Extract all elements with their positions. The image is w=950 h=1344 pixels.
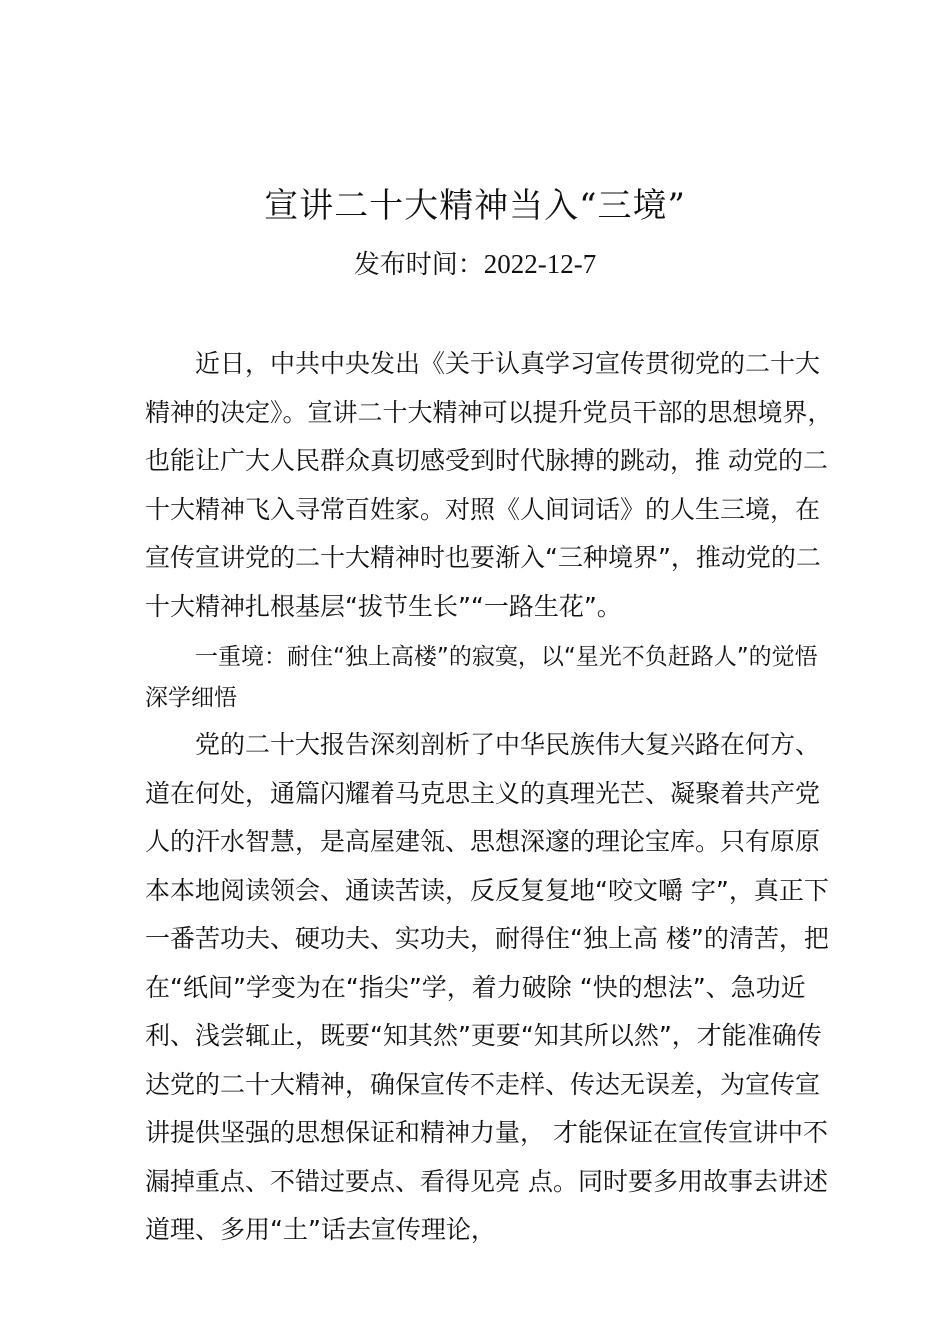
page-title: 宣讲二十大精神当入“三境” [264, 186, 686, 226]
article-body [145, 340, 835, 1255]
publish-date-value: 2022-12-7 [483, 249, 597, 279]
publish-date [0, 244, 950, 281]
paragraph-section-1: 党的二十大报告深刻剖析了中华民族伟大复兴路在何方、道在何处，通篇闪耀着马克思主义的真理光芒、凝聚着共产党人的汗水智慧，是高屋建瓴、思想深邃的理论宝库。只有原原本本地阅读领会、通读苦读，反反复复地“咬文嚼 字”，真正下一番苦功夫、硬功夫、实功夫，耐得住“独上高 楼”的清苦，把在“纸间”学变为在“指尖”学，着力破除 “快的想法”、急功近利、浅尝辄止，既要“知其然”更要“知其所以然”，才能准确传达党的二十大精神，确保宣传不走样、传达无误差，为宣传宣讲提供坚强的思想保证和精神力量， 才能保证在宣传宣讲中不漏掉重点、不错过要点、看得见亮 点。同时要多用故事去讲述道理、多用“土”话去宣传理论， [145, 730, 829, 1244]
publish-date-label: 发布时间： [353, 250, 484, 280]
section-heading-1: 一重境：耐住“独上高楼”的寂寞，以“星光不负赶路人”的觉悟深学细悟 [145, 644, 818, 711]
paragraph-intro: 近日，中共中央发出《关于认真学习宣传贯彻党的二十大精神的决定》。宣讲二十大精神可以提升党员干部的思想境界，也能让广大人民群众真切感受到时代脉搏的跳动，推 动党的二十大精神飞入寻常百姓家。对照《人间词话》的人生三境，在宣传宣讲党的二十大精神时也要渐入“三种境界”，推动党的二十大精神扎根基层“拔节生长”“一路生花”。 [145, 349, 833, 621]
